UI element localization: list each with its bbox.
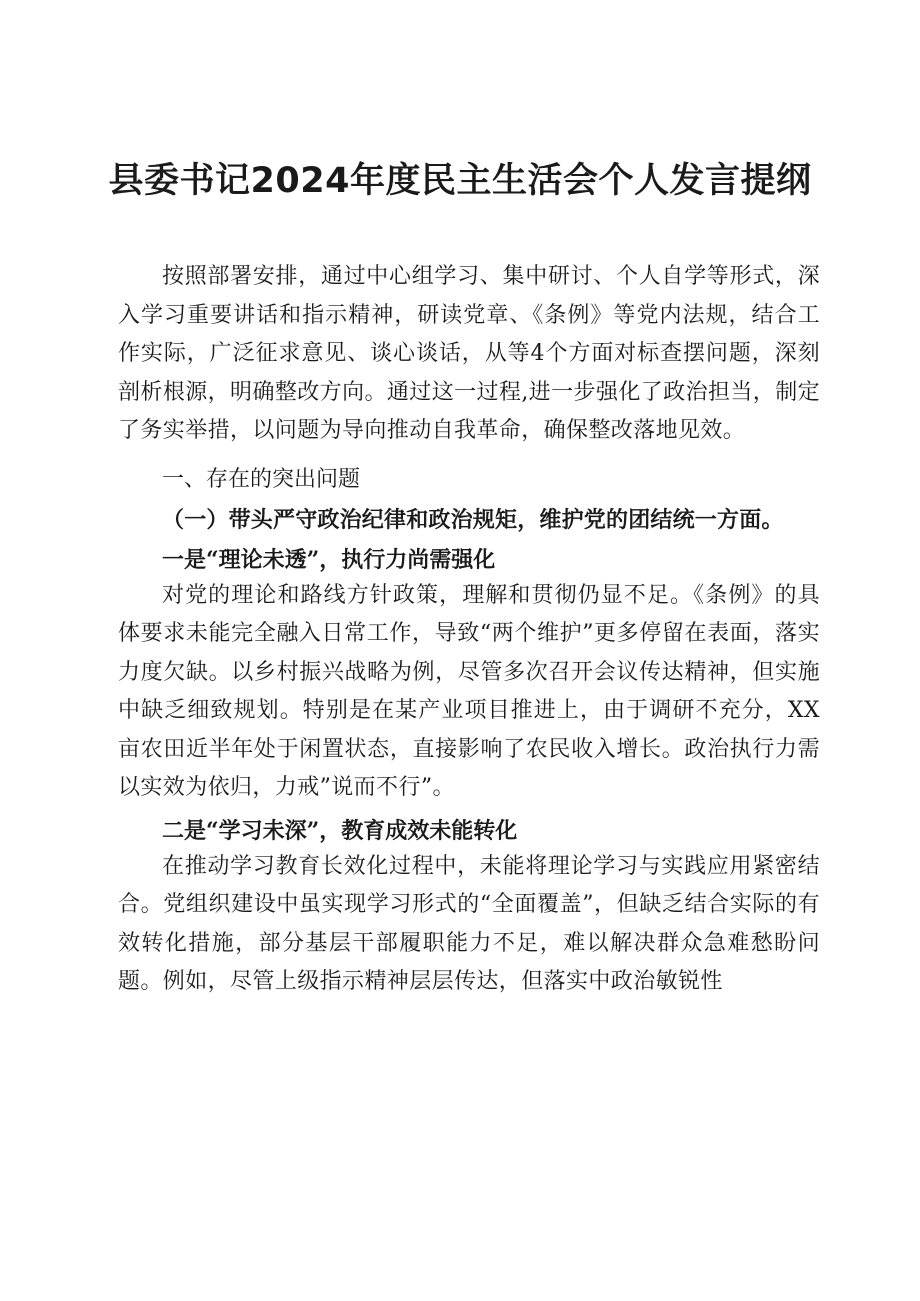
document-body [118,258,820,1002]
point-one-heading: 一是“理论未透”，执行力尚需强化 [162,546,496,573]
point-two-heading: 二是“学习未深”，教育成效未能转化 [162,817,518,844]
intro-paragraph: 按照部署安排，通过中心组学习、集中研讨、个人自学等形式，深入学习重要讲话和指示精神，研读党章、《条例》等党内法规，结合工作实际，广泛征求意见、谈心谈话，从等4个方面对标查摆问题，深刻剖析根源，明确整改方向。通过这一过程,进一步强化了政治担当，制定了务实举措，以问题为导向推动自我革命，确保整改落地见效。 [118,264,820,443]
point-two-body: 在推动学习教育长效化过程中，未能将理论学习与实践应用紧密结合。党组织建设中虽实现学习形式的“全面覆盖”，但缺乏结合实际的有效转化措施，部分基层干部履职能力不足，难以解决群众急难愁盼问题。例如，尽管上级指示精神层层传达，但落实中政治敏锐性 [118,853,820,994]
point-one-body: 对党的理论和路线方针政策，理解和贯彻仍显不足。《条例》的具体要求未能完全融入日常工作，导致“两个维护”更多停留在表面，落实力度欠缺。以乡村振兴战略为例，尽管多次召开会议传达精神，但实施中缺乏细致规划。特别是在某产业项目推进上，由于调研不充分，XX亩农田近半年处于闲置状态，直接影响了农民收入增长。政治执行力需以实效为依归，力戒”说而不行”。 [118,582,820,800]
section-heading: 一、存在的突出问题 [162,466,361,492]
subsection-heading: （一）带头严守政治纪律和政治规矩，维护党的团结统一方面。 [162,506,784,533]
document-title: 县委书记2024年度民主生活会个人发言提纲 [108,161,812,201]
